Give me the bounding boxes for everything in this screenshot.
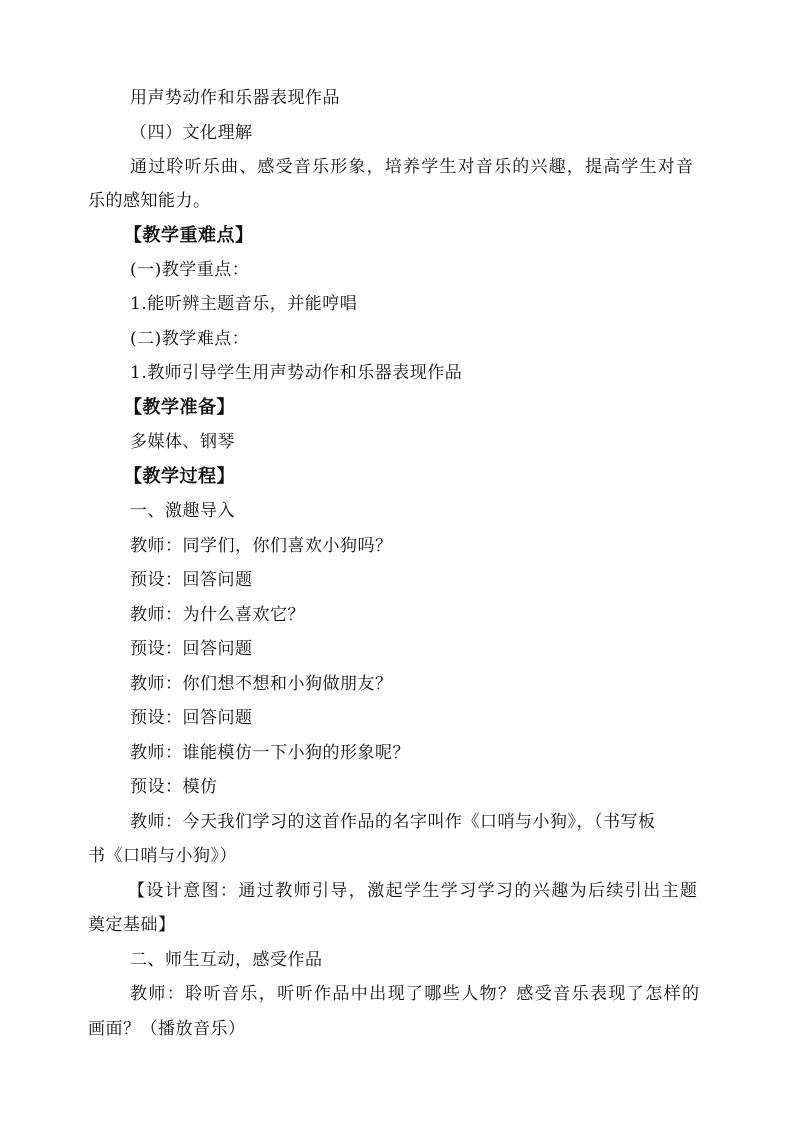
dialogue-line: 画面？（播放音乐） bbox=[88, 1019, 246, 1039]
dialogue-line: 教师：同学们，你们喜欢小狗吗？ bbox=[130, 536, 393, 556]
text-line: 用声势动作和乐器表现作品 bbox=[130, 88, 340, 108]
text-line: 多媒体、钢琴 bbox=[130, 432, 235, 452]
text-line: 1.教师引导学生用声势动作和乐器表现作品 bbox=[130, 363, 463, 383]
bold-heading: 【教学准备】 bbox=[124, 397, 235, 418]
bold-heading: 【教学重难点】 bbox=[124, 225, 254, 246]
text-line: 通过聆听乐曲、感受音乐形象，培养学生对音乐的兴趣，提高学生对音 bbox=[130, 157, 695, 177]
sub-heading: (一)教学重点： bbox=[130, 260, 250, 280]
text-line: 乐的感知能力。 bbox=[88, 191, 211, 211]
dialogue-line: 教师：你们想不想和小狗做朋友？ bbox=[130, 674, 393, 694]
design-intent-line: 【设计意图：通过教师引导，激起学生学习学习的兴趣为后续引出主题 bbox=[128, 881, 699, 901]
sub-heading: (二)教学难点： bbox=[130, 329, 250, 349]
dialogue-line: 预设：模仿 bbox=[130, 777, 218, 797]
dialogue-line: 教师：聆听音乐，听听作品中出现了哪些人物？感受音乐表现了怎样的 bbox=[130, 984, 701, 1004]
dialogue-line: 教师：谁能模仿一下小狗的形象呢？ bbox=[130, 743, 410, 763]
dialogue-line: 预设：回答问题 bbox=[130, 570, 253, 590]
dialogue-line: 预设：回答问题 bbox=[130, 708, 253, 728]
sub-heading: 二、师生互动，感受作品 bbox=[130, 950, 323, 970]
sub-heading: 一、激趣导入 bbox=[130, 501, 235, 521]
design-intent-line: 奠定基础】 bbox=[88, 915, 176, 935]
section-heading: （四）文化理解 bbox=[130, 123, 253, 143]
bold-heading: 【教学过程】 bbox=[124, 466, 235, 487]
dialogue-line: 教师：为什么喜欢它？ bbox=[130, 605, 305, 625]
dialogue-line: 书《口哨与小狗》） bbox=[88, 846, 237, 866]
dialogue-line: 预设：回答问题 bbox=[130, 639, 253, 659]
dialogue-line: 教师：今天我们学习的这首作品的名字叫作《口哨与小狗》，（书写板 bbox=[130, 812, 656, 832]
text-line: 1.能听辨主题音乐，并能哼唱 bbox=[130, 294, 358, 314]
